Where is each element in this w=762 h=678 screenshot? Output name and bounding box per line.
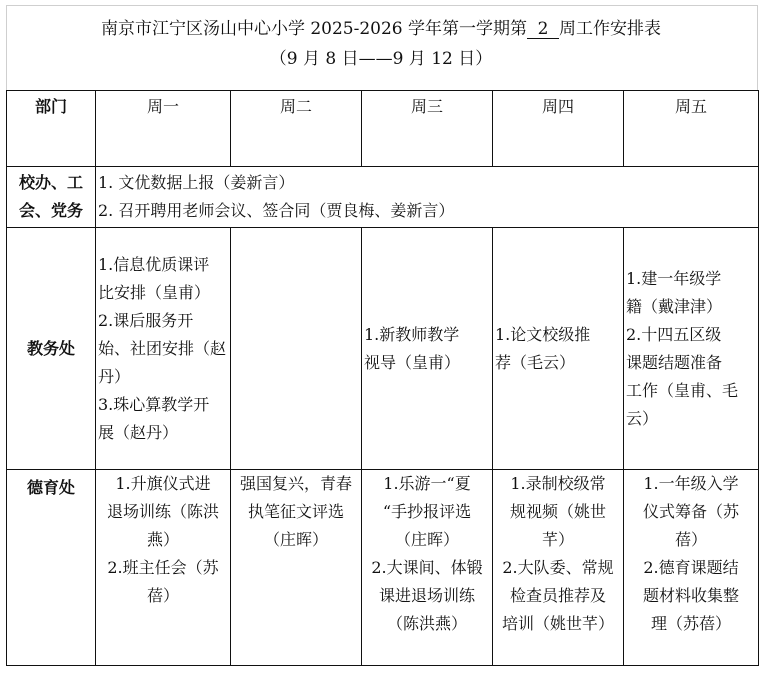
office-item-2: 2. 召开聘用老师会议、签合同（贾良梅、姜新言） xyxy=(98,201,455,220)
header-day-fri: 周五 xyxy=(624,91,759,167)
academic-fri-line: 籍（戴津津） xyxy=(626,296,723,316)
moral-wed-line: （庄晖） xyxy=(394,530,459,549)
moral-mon-line: 退场训练（陈洪 xyxy=(106,502,219,521)
moral-fri-line: 仪式筹备（苏 xyxy=(642,502,739,521)
academic-mon-line: 3.珠心算教学开 xyxy=(98,394,210,414)
academic-thu-line: 荐（毛云） xyxy=(495,352,576,372)
moral-dept: 德育处 xyxy=(7,470,96,666)
office-dept-line2: 会、党务 xyxy=(18,201,83,220)
office-dept-line1: 校办、工 xyxy=(18,173,83,192)
moral-fri-line: 2.德育课题结 xyxy=(643,558,739,577)
office-row xyxy=(7,167,759,228)
moral-thu-line: 芊） xyxy=(541,530,574,549)
schedule-table xyxy=(6,90,759,666)
page-top-line xyxy=(6,5,758,6)
moral-tue xyxy=(231,470,362,666)
academic-dept: 教务处 xyxy=(7,228,96,470)
moral-fri-line: 1.一年级入学 xyxy=(643,474,739,493)
moral-fri-line: 理（苏蓓） xyxy=(650,614,731,633)
moral-wed-line: （陈洪燕） xyxy=(386,614,467,633)
schedule-title xyxy=(0,18,762,40)
office-dept xyxy=(7,167,96,228)
moral-tue-line: 强国复兴，青春 xyxy=(239,474,352,493)
header-day-tue: 周二 xyxy=(231,91,362,167)
academic-fri-line: 云） xyxy=(626,408,659,428)
moral-tue-line: （庄晖） xyxy=(263,530,328,549)
title-suffix: 周工作安排表 xyxy=(559,19,662,39)
academic-wed-line: 1.新教师教学 xyxy=(364,324,460,344)
academic-mon-line: 1.信息优质课评 xyxy=(98,254,210,274)
academic-wed-line: 视导（皇甫） xyxy=(364,352,461,372)
moral-thu-line: 规视频（姚世 xyxy=(509,502,606,521)
moral-fri-line: 题材料收集整 xyxy=(642,586,739,605)
week-number: 2 xyxy=(527,20,559,39)
academic-fri-line: 1.建一年级学 xyxy=(626,268,722,288)
academic-mon-line: 比安排（皇甫） xyxy=(98,282,211,302)
moral-thu-line: 2.大队委、常规 xyxy=(502,558,614,577)
header-row xyxy=(7,91,759,167)
academic-fri-line: 工作（皇甫、毛 xyxy=(626,380,739,400)
moral-mon xyxy=(96,470,231,666)
title-prefix: 南京市江宁区汤山中心小学 2025-2026 学年第一学期第 xyxy=(100,19,528,39)
moral-thu-line: 检查员推荐及 xyxy=(509,586,606,605)
office-items xyxy=(96,167,759,228)
moral-row xyxy=(7,470,759,666)
academic-mon xyxy=(96,228,231,470)
header-day-thu: 周四 xyxy=(493,91,624,167)
academic-tue xyxy=(231,228,362,470)
moral-wed xyxy=(362,470,493,666)
moral-wed-line: “手抄报评选 xyxy=(382,502,472,521)
header-dept: 部门 xyxy=(7,91,96,167)
moral-fri xyxy=(624,470,759,666)
office-item-1: 1. 文优数据上报（姜新言） xyxy=(98,173,295,192)
moral-thu-line: 1.录制校级常 xyxy=(510,474,606,493)
academic-mon-line: 2.课后服务开 xyxy=(98,310,194,330)
academic-wed xyxy=(362,228,493,470)
moral-wed-line: 1.乐游一“夏 xyxy=(383,474,471,493)
moral-mon-line: 燕） xyxy=(146,530,179,549)
moral-thu xyxy=(493,470,624,666)
moral-fri-line: 蓓） xyxy=(674,530,707,549)
academic-thu xyxy=(493,228,624,470)
academic-fri-line: 课题结题准备 xyxy=(626,352,723,372)
moral-mon-line: 1.升旗仪式进 xyxy=(115,474,211,493)
header-day-mon: 周一 xyxy=(96,91,231,167)
academic-fri-line: 2.十四五区级 xyxy=(626,324,722,344)
date-range: （9 月 8 日——9 月 12 日） xyxy=(269,49,493,69)
moral-wed-line: 2.大课间、体锻 xyxy=(371,558,483,577)
moral-thu-line: 培训（姚世芊） xyxy=(501,614,614,633)
moral-wed-line: 课进退场训练 xyxy=(378,586,475,605)
moral-mon-line: 蓓） xyxy=(146,586,179,605)
academic-mon-line: 展（赵丹） xyxy=(98,422,179,442)
academic-row xyxy=(7,228,759,470)
academic-mon-line: 始、社团安排（赵 xyxy=(98,338,227,358)
header-day-wed: 周三 xyxy=(362,91,493,167)
academic-thu-line: 1.论文校级推 xyxy=(495,324,591,344)
moral-mon-line: 2.班主任会（苏 xyxy=(107,558,219,577)
academic-fri xyxy=(624,228,759,470)
academic-mon-line: 丹） xyxy=(98,366,131,386)
moral-tue-line: 执笔征文评选 xyxy=(247,502,344,521)
